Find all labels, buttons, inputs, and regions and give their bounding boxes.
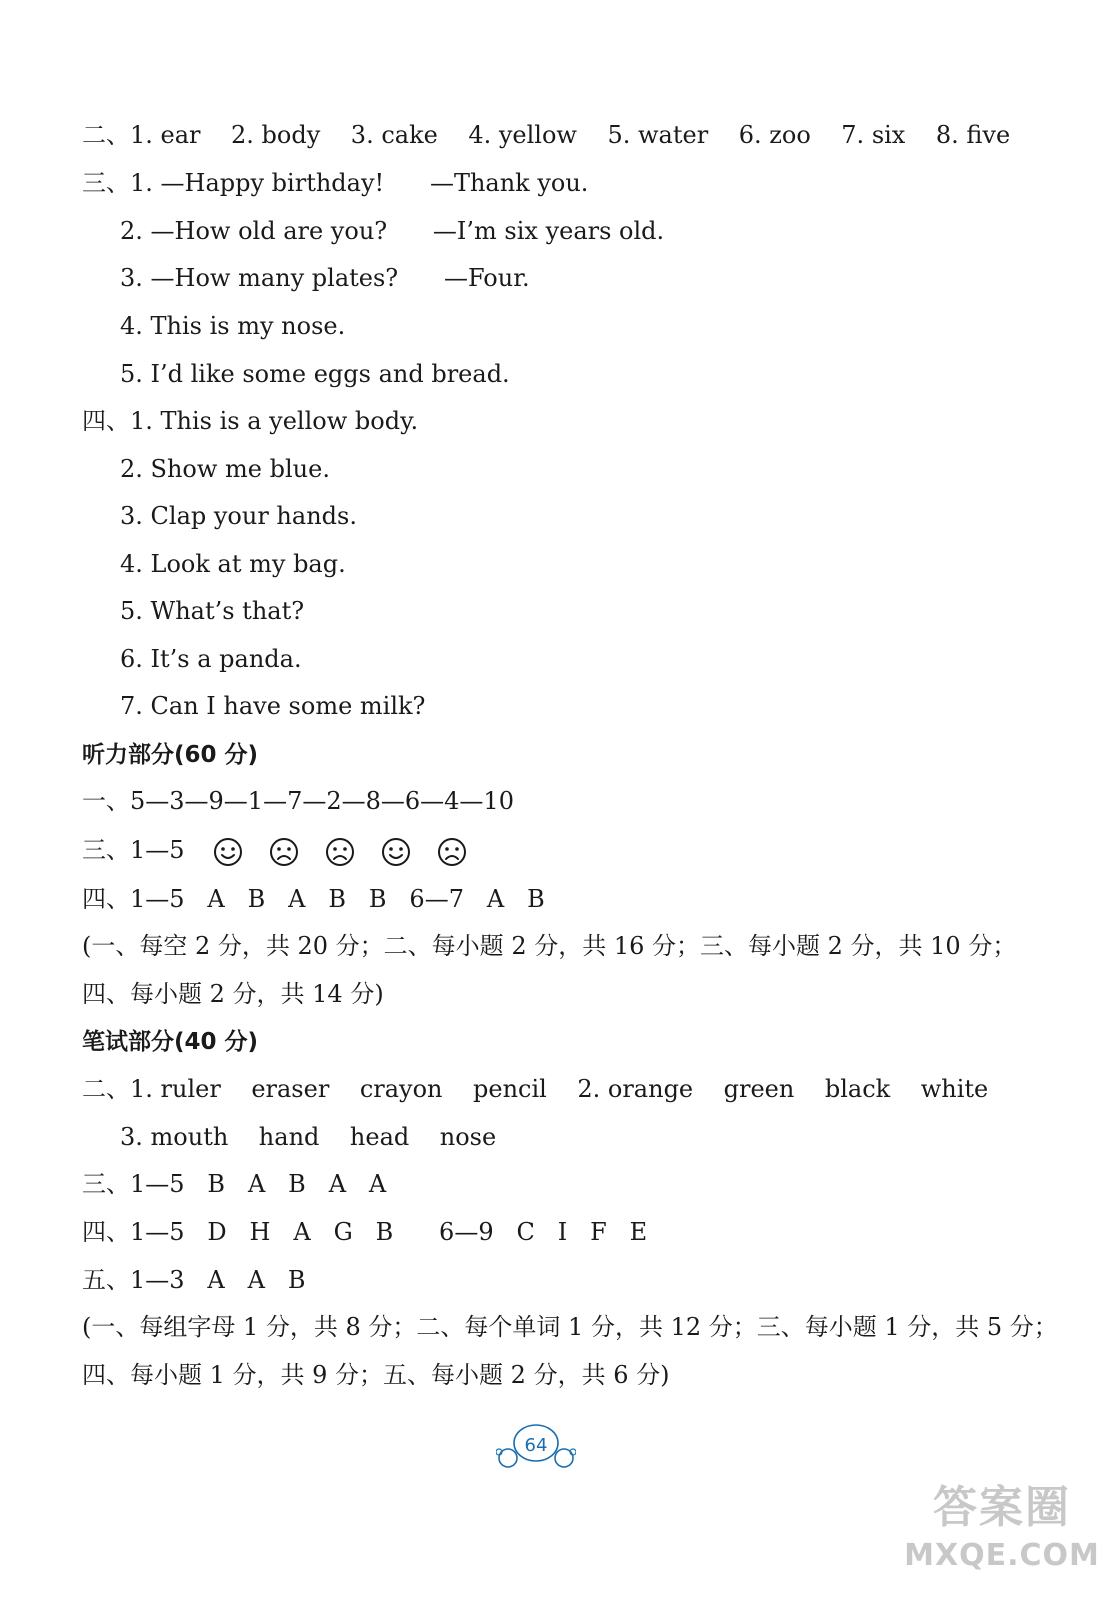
sad-face-icon bbox=[269, 837, 299, 867]
written-score-note-1: (一、每组字母 1 分，共 8 分；二、每个单词 1 分，共 12 分；三、每小题 1 分，共 5 分； bbox=[82, 1313, 1058, 1341]
answer-line-section4-q4: 4. Look at my bag. bbox=[120, 550, 346, 578]
listening-score-note-2: 四、每小题 2 分，共 14 分) bbox=[82, 980, 384, 1008]
listening-answer-line1: 一、5—3—9—1—7—2—8—6—4—10 bbox=[82, 787, 514, 815]
sad-face-icon bbox=[325, 837, 355, 867]
written-answer-line5: 五、1—3 A A B bbox=[82, 1266, 306, 1294]
answer-line-section4-q1: 四、1. This is a yellow body. bbox=[82, 407, 419, 435]
answer-line-section3-q3: 3. —How many plates? —Four. bbox=[120, 264, 530, 292]
answer-line-section4-q7: 7. Can I have some milk? bbox=[120, 692, 426, 720]
answer-line-section4-q3: 3. Clap your hands. bbox=[120, 502, 357, 530]
watermark bbox=[902, 1478, 1102, 1588]
smiley-face-icon bbox=[381, 837, 411, 867]
written-answer-line3: 三、1—5 B A B A A bbox=[82, 1170, 387, 1198]
answer-line-section3-q1: 三、1. —Happy birthday! —Thank you. bbox=[82, 169, 589, 197]
written-answer-line4: 四、1—5 D H A G B 6—9 C I F E bbox=[82, 1218, 648, 1246]
watermark-site: MXQE.COM bbox=[904, 1538, 1100, 1573]
page-number-badge bbox=[496, 1418, 576, 1472]
watermark-logo: 答案圈 bbox=[933, 1482, 1071, 1533]
page-number: 64 bbox=[524, 1434, 548, 1456]
answer-line-section3-q5: 5. I’d like some eggs and bread. bbox=[120, 360, 510, 388]
faces-prefix: 三、1—5 bbox=[82, 836, 185, 864]
listening-answer-line4: 四、1—5 A B A B B 6—7 A B bbox=[82, 885, 545, 913]
answer-line-section4-q2: 2. Show me blue. bbox=[120, 455, 330, 483]
faces-row bbox=[213, 830, 493, 870]
written-answer-line2: 二、1. ruler eraser crayon pencil 2. orange green black white bbox=[82, 1075, 989, 1103]
answer-line-section2-words: 二、1. ear 2. body 3. cake 4. yellow 5. water 6. zoo 7. six 8. five bbox=[82, 121, 1011, 149]
smiley-face-icon bbox=[213, 837, 243, 867]
answer-line-section4-q6: 6. It’s a panda. bbox=[120, 645, 302, 673]
written-score-note-2: 四、每小题 1 分，共 9 分；五、每小题 2 分，共 6 分) bbox=[82, 1361, 670, 1389]
answer-line-section3-q4: 4. This is my nose. bbox=[120, 312, 346, 340]
written-section-title: 笔试部分(40 分) bbox=[82, 1029, 259, 1055]
listening-section-title: 听力部分(60 分) bbox=[82, 742, 259, 768]
listening-score-note-1: (一、每空 2 分，共 20 分；二、每小题 2 分，共 16 分；三、每小题 2 分，共 10 分； bbox=[82, 932, 1017, 960]
sad-face-icon bbox=[437, 837, 467, 867]
answer-line-section4-q5: 5. What’s that? bbox=[120, 597, 305, 625]
listening-answer-faces-line bbox=[82, 830, 493, 870]
written-answer-line2b: 3. mouth hand head nose bbox=[120, 1123, 497, 1151]
answer-line-section3-q2: 2. —How old are you? —I’m six years old. bbox=[120, 217, 665, 245]
